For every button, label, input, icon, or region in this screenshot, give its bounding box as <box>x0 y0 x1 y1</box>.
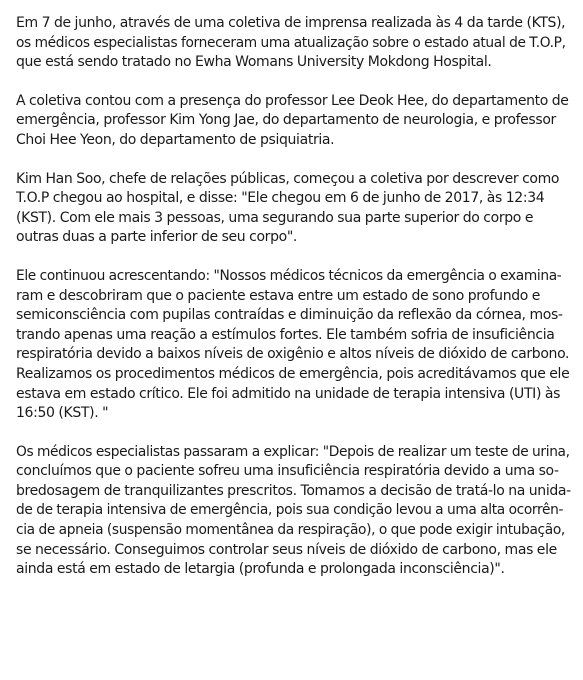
text-line: respiratória devido a baixos níveis de oxigênio e altos níveis de dióxido de carbono. <box>16 346 570 363</box>
paragraph-diagnosis <box>16 443 571 580</box>
paragraph-attendees <box>16 92 571 151</box>
text-line: outras duas a parte inferior de seu corpo". <box>16 229 298 246</box>
paragraph-arrival <box>16 170 571 248</box>
text-line: ainda está em estado de letargia (profunda e prolongada inconsciência)". <box>16 561 505 578</box>
text-line: concluímos que o paciente sofreu uma insuficiência respiratória devido a uma so- <box>16 463 559 480</box>
text-line: (KST). Com ele mais 3 pessoas, uma segurando sua parte superior do corpo e <box>16 209 534 226</box>
text-line: ram e descobriram que o paciente estava entre um estado de sono profundo e <box>16 287 541 304</box>
text-line: Choi Hee Yeon, do departamento de psiquiatria. <box>16 131 335 148</box>
text-line: se necessário. Conseguimos controlar seus níveis de dióxido de carbono, mas ele <box>16 541 557 558</box>
text-line: T.O.P chegou ao hospital, e disse: "Ele chegou em 6 de junho de 2017, às 12:34 <box>16 190 545 207</box>
text-line: trando apenas uma reação a estímulos fortes. Ele também sofria de insuficiência <box>16 326 555 343</box>
text-line: Ele continuou acrescentando: "Nossos médicos técnicos da emergência o examina- <box>16 267 562 284</box>
text-line: de de terapia intensiva de emergência, pois sua condição levou a uma alta ocorrên- <box>16 502 564 519</box>
text-line: os médicos especialistas forneceram uma atualização sobre o estado atual de T.O.P, <box>16 34 566 51</box>
article-body <box>16 14 571 599</box>
paragraph-press-conference <box>16 14 571 73</box>
text-line: Os médicos especialistas passaram a explicar: "Depois de realizar um teste de urina, <box>16 443 570 460</box>
text-line: Realizamos os procedimentos médicos de emergência, pois acreditávamos que ele <box>16 365 570 382</box>
paragraph-examination <box>16 267 571 424</box>
text-line: 16:50 (KST). " <box>16 405 109 422</box>
text-line: que está sendo tratado no Ewha Womans University Mokdong Hospital. <box>16 54 492 71</box>
text-line: bredosagem de tranquilizantes prescritos. Tomamos a decisão de tratá-lo na unida- <box>16 482 571 499</box>
text-line: Kim Han Soo, chefe de relações públicas, começou a coletiva por descrever como <box>16 170 560 187</box>
text-line: A coletiva contou com a presença do professor Lee Deok Hee, do departamento de <box>16 92 569 109</box>
text-line: Em 7 de junho, através de uma coletiva de imprensa realizada às 4 da tarde (KTS), <box>16 15 566 31</box>
text-line: semiconsciência com pupilas contraídas e diminuição da reflexão da córnea, mos- <box>16 307 563 324</box>
text-line: cia de apneia (suspensão momentânea da respiração), o que pode exigir intubação, <box>16 522 565 539</box>
text-line: estava em estado crítico. Ele foi admitido na unidade de terapia intensiva (UTI) às <box>16 385 561 402</box>
text-line: emergência, professor Kim Yong Jae, do departamento de neurologia, e professor <box>16 112 556 129</box>
